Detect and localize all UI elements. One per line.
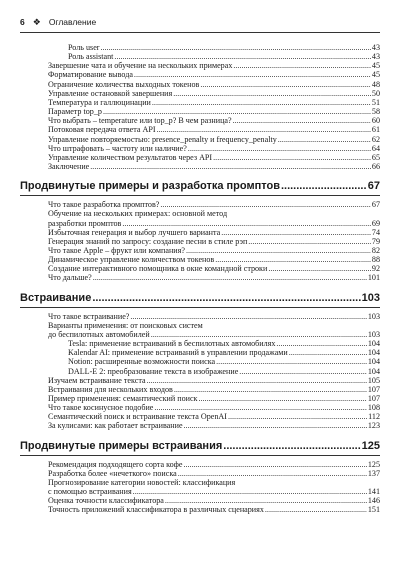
toc-entry[interactable]: Что такое разработка промптов? ..... 67 bbox=[20, 200, 380, 209]
toc-entry[interactable]: Форматирование вывода ..... 45 bbox=[20, 70, 380, 79]
toc-entry[interactable]: Роль assistant ..... 43 bbox=[20, 52, 380, 61]
toc-entry-line1[interactable]: Варианты применения: от поисковых систем bbox=[48, 320, 203, 330]
running-title: Оглавление bbox=[48, 17, 97, 27]
toc-entry[interactable]: Заключение ..... 66 bbox=[20, 162, 380, 171]
toc-entry-line1[interactable]: Обучение на нескольких примерах: основной метод bbox=[48, 209, 228, 219]
toc-entry[interactable]: Что дальше? ..... 101 bbox=[20, 273, 380, 282]
toc-entry[interactable]: Температура и галлюцинации ..... 51 bbox=[20, 98, 380, 107]
chapter-rule bbox=[20, 307, 380, 308]
chapter-rule bbox=[20, 195, 380, 196]
toc-entry[interactable]: Параметр top_p ..... 58 bbox=[20, 107, 380, 116]
toc-block-4 bbox=[20, 460, 380, 515]
toc-entry[interactable]: Генерация знаний по запросу: создание песни в стиле рэп ..... 79 bbox=[20, 237, 380, 246]
chapter-rule bbox=[20, 455, 380, 456]
toc-entry[interactable]: разработки промптов ..... 69 bbox=[20, 219, 380, 228]
toc-entry[interactable]: Notion: расширенные возможности поиска ..... 104 bbox=[20, 357, 380, 366]
toc-block-1 bbox=[20, 43, 380, 171]
toc-entry[interactable]: Завершение чата и обучение на нескольких примерах ..... 45 bbox=[20, 61, 380, 70]
toc-entry[interactable]: DALL-E 2: преобразование текста в изображение ..... 104 bbox=[20, 367, 380, 376]
toc-entry[interactable]: до беспилотных автомобилей ..... 103 bbox=[20, 330, 380, 339]
toc-entry[interactable]: Что выбрать – temperature или top_p? В чем разница? ..... 60 bbox=[20, 116, 380, 125]
chapter-heading[interactable]: Встраивание ..... 103 bbox=[20, 291, 380, 305]
toc-entry-line1[interactable]: Прогнозирование категории новостей: классификация bbox=[48, 477, 236, 487]
chapter-heading[interactable]: Продвинутые примеры и разработка промптов ..... 67 bbox=[20, 179, 380, 193]
toc-entry[interactable]: с помощью встраивания ..... 141 bbox=[20, 487, 380, 496]
toc-entry[interactable]: Динамическое управление количеством токенов ..... 88 bbox=[20, 255, 380, 264]
toc-page bbox=[20, 12, 380, 515]
toc-entry[interactable]: Что штрафовать – частоту или наличие? ..... 64 bbox=[20, 144, 380, 153]
toc-entry[interactable]: Что такое Apple – фрукт или компания? ..... 82 bbox=[20, 246, 380, 255]
toc-entry[interactable]: Kalendar AI: применение встраиваний в управлении продажами ..... 104 bbox=[20, 348, 380, 357]
running-header bbox=[20, 12, 380, 33]
toc-entry[interactable]: Управление повторяемостью: presence_penalty и frequency_penalty ..... 62 bbox=[20, 135, 380, 144]
toc-block-2 bbox=[20, 200, 380, 282]
toc-entry[interactable]: Изучаем встраивание текста ..... 105 bbox=[20, 376, 380, 385]
ornament-icon: ❖ bbox=[32, 16, 41, 27]
toc-entry[interactable]: Управление количеством результатов через API ..... 65 bbox=[20, 153, 380, 162]
toc-entry[interactable]: Управление остановкой завершения ..... 50 bbox=[20, 89, 380, 98]
toc-entry[interactable]: Что такое косинусное подобие ..... 108 bbox=[20, 403, 380, 412]
chapter-heading[interactable]: Продвинутые примеры встраивания ..... 125 bbox=[20, 439, 380, 453]
toc-entry[interactable]: Разработка более «нечеткого» поиска ..... 137 bbox=[20, 469, 380, 478]
toc-entry[interactable]: Пример применения: семантический поиск ..... 107 bbox=[20, 394, 380, 403]
toc-block-3 bbox=[20, 312, 380, 431]
toc-entry[interactable]: Встраивания для нескольких входов ..... 107 bbox=[20, 385, 380, 394]
toc-entry[interactable]: За кулисами: как работает встраивание ..... 123 bbox=[20, 421, 380, 430]
toc-entry[interactable]: Роль user ..... 43 bbox=[20, 43, 380, 52]
toc-entry[interactable]: Семантический поиск и встраивание текста OpenAI ..... 112 bbox=[20, 412, 380, 421]
toc-entry[interactable]: Избыточная генерация и выбор лучшего варианта ..... 74 bbox=[20, 228, 380, 237]
toc-entry[interactable]: Tesla: применение встраиваний в беспилотных автомобилях ..... 104 bbox=[20, 339, 380, 348]
toc-entry[interactable]: Создание интерактивного помощника в окне командной строки ..... 92 bbox=[20, 264, 380, 273]
toc-entry[interactable]: Потоковая передача ответа API ..... 61 bbox=[20, 125, 380, 134]
toc-entry[interactable]: Оценка точности классификатора ..... 146 bbox=[20, 496, 380, 505]
toc-entry[interactable]: Точность приложений классификатора в различных сценариях ..... 151 bbox=[20, 505, 380, 514]
toc-entry[interactable]: Рекомендация подходящего сорта кофе ..... 125 bbox=[20, 460, 380, 469]
toc-entry[interactable]: Что такое встраивание? ..... 103 bbox=[20, 312, 380, 321]
page-number: 6 bbox=[20, 17, 25, 27]
toc-entry[interactable]: Ограничение количества выходных токенов ..... 48 bbox=[20, 80, 380, 89]
